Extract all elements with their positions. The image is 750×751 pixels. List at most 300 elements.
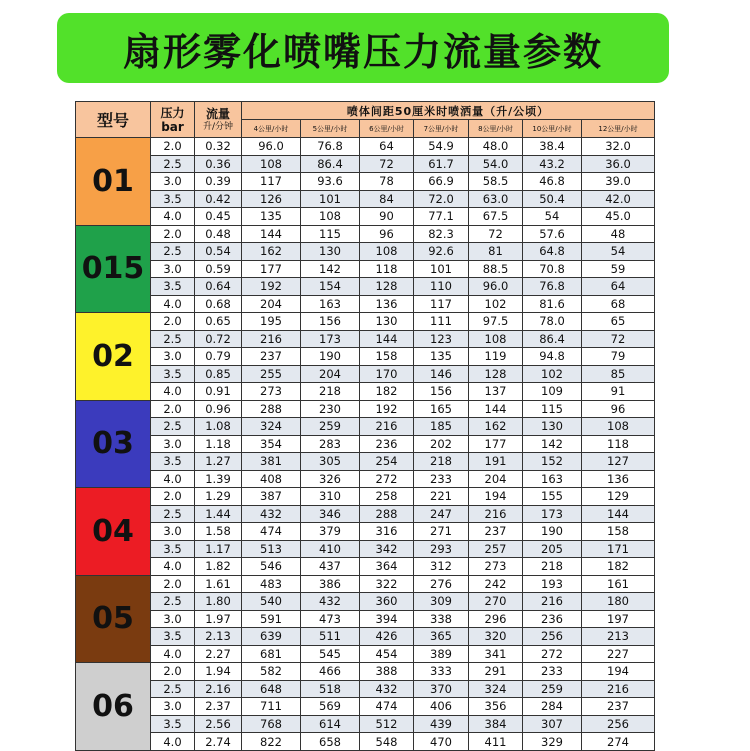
rate-cell: 513 — [242, 540, 301, 558]
rate-cell: 88.5 — [469, 260, 523, 278]
rate-cell: 111 — [414, 313, 469, 331]
rate-cell: 512 — [360, 715, 414, 733]
rate-cell: 90 — [360, 208, 414, 226]
rate-cell: 129 — [582, 488, 655, 506]
rate-cell: 389 — [414, 645, 469, 663]
pressure-cell: 3.0 — [151, 698, 195, 716]
pressure-cell: 3.0 — [151, 523, 195, 541]
rate-cell: 341 — [469, 645, 523, 663]
table-row — [76, 295, 655, 313]
flow-cell: 1.39 — [195, 470, 242, 488]
table-row — [76, 278, 655, 296]
pressure-cell: 3.0 — [151, 348, 195, 366]
rate-cell: 411 — [469, 733, 523, 751]
rate-cell: 406 — [414, 698, 469, 716]
rate-cell: 259 — [523, 680, 582, 698]
rate-cell: 591 — [242, 610, 301, 628]
rate-cell: 119 — [469, 348, 523, 366]
rate-cell: 437 — [301, 558, 360, 576]
rate-cell: 130 — [360, 313, 414, 331]
flow-cell: 0.39 — [195, 173, 242, 191]
rate-cell: 216 — [242, 330, 301, 348]
rate-cell: 154 — [301, 278, 360, 296]
rate-cell: 54.9 — [414, 138, 469, 156]
rate-cell: 126 — [242, 190, 301, 208]
pressure-cell: 2.0 — [151, 400, 195, 418]
rate-cell: 454 — [360, 645, 414, 663]
rate-cell: 108 — [582, 418, 655, 436]
rate-cell: 190 — [523, 523, 582, 541]
rate-cell: 86.4 — [301, 155, 360, 173]
rate-cell: 254 — [360, 453, 414, 471]
rate-cell: 137 — [469, 383, 523, 401]
rate-cell: 135 — [242, 208, 301, 226]
pressure-cell: 3.5 — [151, 190, 195, 208]
pressure-cell: 4.0 — [151, 558, 195, 576]
rate-cell: 64 — [582, 278, 655, 296]
rate-cell: 54 — [582, 243, 655, 261]
rate-cell: 291 — [469, 663, 523, 681]
rate-cell: 333 — [414, 663, 469, 681]
rate-cell: 324 — [242, 418, 301, 436]
rate-cell: 326 — [301, 470, 360, 488]
rate-cell: 193 — [523, 575, 582, 593]
rate-cell: 191 — [469, 453, 523, 471]
rate-cell: 356 — [469, 698, 523, 716]
table-row — [76, 243, 655, 261]
model-cell: 06 — [76, 663, 151, 751]
rate-cell: 76.8 — [523, 278, 582, 296]
rate-cell: 569 — [301, 698, 360, 716]
rate-cell: 236 — [360, 435, 414, 453]
rate-cell: 39.0 — [582, 173, 655, 191]
rate-cell: 216 — [360, 418, 414, 436]
rate-cell: 322 — [360, 575, 414, 593]
table-row — [76, 173, 655, 191]
rate-cell: 61.7 — [414, 155, 469, 173]
rate-cell: 190 — [301, 348, 360, 366]
pressure-cell: 4.0 — [151, 645, 195, 663]
rate-cell: 276 — [414, 575, 469, 593]
rate-cell: 144 — [360, 330, 414, 348]
pressure-cell: 3.5 — [151, 715, 195, 733]
rate-cell: 91 — [582, 383, 655, 401]
rate-cell: 82.3 — [414, 225, 469, 243]
rate-cell: 63.0 — [469, 190, 523, 208]
table-body — [76, 138, 655, 751]
rate-cell: 72 — [469, 225, 523, 243]
table-row — [76, 435, 655, 453]
rate-cell: 64 — [360, 138, 414, 156]
rate-cell: 142 — [523, 435, 582, 453]
table-row — [76, 138, 655, 156]
rate-cell: 43.2 — [523, 155, 582, 173]
pressure-cell: 2.5 — [151, 330, 195, 348]
rate-cell: 96 — [360, 225, 414, 243]
rate-cell: 128 — [469, 365, 523, 383]
rate-cell: 36.0 — [582, 155, 655, 173]
rate-cell: 158 — [360, 348, 414, 366]
rate-cell: 216 — [523, 593, 582, 611]
rate-cell: 388 — [360, 663, 414, 681]
table-row — [76, 383, 655, 401]
flow-cell: 1.94 — [195, 663, 242, 681]
rate-cell: 258 — [360, 488, 414, 506]
rate-cell: 115 — [301, 225, 360, 243]
rate-cell: 96.0 — [242, 138, 301, 156]
rate-cell: 202 — [414, 435, 469, 453]
rate-cell: 518 — [301, 680, 360, 698]
table-row — [76, 593, 655, 611]
rate-cell: 115 — [523, 400, 582, 418]
rate-cell: 364 — [360, 558, 414, 576]
rate-cell: 65 — [582, 313, 655, 331]
flow-cell: 0.91 — [195, 383, 242, 401]
rate-cell: 273 — [469, 558, 523, 576]
flow-cell: 1.08 — [195, 418, 242, 436]
pressure-cell: 2.0 — [151, 575, 195, 593]
rate-cell: 227 — [582, 645, 655, 663]
rate-cell: 408 — [242, 470, 301, 488]
rate-cell: 173 — [301, 330, 360, 348]
rate-cell: 194 — [469, 488, 523, 506]
model-cell: 015 — [76, 225, 151, 313]
flow-cell: 2.16 — [195, 680, 242, 698]
flow-cell: 2.37 — [195, 698, 242, 716]
rate-cell: 284 — [523, 698, 582, 716]
rate-cell: 194 — [582, 663, 655, 681]
flow-cell: 0.68 — [195, 295, 242, 313]
rate-cell: 548 — [360, 733, 414, 751]
rate-cell: 394 — [360, 610, 414, 628]
header-speed: 6公里/小时 — [360, 120, 414, 138]
rate-cell: 76.8 — [301, 138, 360, 156]
rate-cell: 108 — [242, 155, 301, 173]
table-row — [76, 540, 655, 558]
rate-cell: 163 — [523, 470, 582, 488]
rate-cell: 54 — [523, 208, 582, 226]
rate-cell: 639 — [242, 628, 301, 646]
rate-cell: 309 — [414, 593, 469, 611]
flow-cell: 0.59 — [195, 260, 242, 278]
rate-cell: 171 — [582, 540, 655, 558]
rate-cell: 768 — [242, 715, 301, 733]
flow-cell: 0.45 — [195, 208, 242, 226]
table-row — [76, 418, 655, 436]
rate-cell: 242 — [469, 575, 523, 593]
pressure-cell: 4.0 — [151, 733, 195, 751]
rate-cell: 474 — [360, 698, 414, 716]
table-row — [76, 558, 655, 576]
rate-cell: 48 — [582, 225, 655, 243]
flow-cell: 1.97 — [195, 610, 242, 628]
table-row — [76, 505, 655, 523]
rate-cell: 85 — [582, 365, 655, 383]
rate-cell: 312 — [414, 558, 469, 576]
flow-cell: 1.17 — [195, 540, 242, 558]
flow-cell: 0.65 — [195, 313, 242, 331]
rate-cell: 379 — [301, 523, 360, 541]
table-row — [76, 400, 655, 418]
pressure-cell: 2.0 — [151, 225, 195, 243]
rate-cell: 204 — [301, 365, 360, 383]
rate-cell: 108 — [360, 243, 414, 261]
rate-cell: 658 — [301, 733, 360, 751]
rate-cell: 473 — [301, 610, 360, 628]
rate-cell: 365 — [414, 628, 469, 646]
table-row — [76, 155, 655, 173]
rate-cell: 197 — [582, 610, 655, 628]
rate-cell: 338 — [414, 610, 469, 628]
flow-cell: 2.56 — [195, 715, 242, 733]
rate-cell: 273 — [242, 383, 301, 401]
rate-cell: 123 — [414, 330, 469, 348]
rate-cell: 81.6 — [523, 295, 582, 313]
rate-cell: 329 — [523, 733, 582, 751]
flow-cell: 1.29 — [195, 488, 242, 506]
header-speed: 7公里/小时 — [414, 120, 469, 138]
rate-cell: 54.0 — [469, 155, 523, 173]
table-row — [76, 313, 655, 331]
rate-cell: 48.0 — [469, 138, 523, 156]
table-row — [76, 365, 655, 383]
rate-cell: 130 — [301, 243, 360, 261]
rate-cell: 204 — [242, 295, 301, 313]
header-speed: 4公里/小时 — [242, 120, 301, 138]
rate-cell: 127 — [582, 453, 655, 471]
table-row — [76, 225, 655, 243]
rate-cell: 136 — [360, 295, 414, 313]
rate-cell: 50.4 — [523, 190, 582, 208]
title-banner — [57, 13, 669, 83]
rate-cell: 370 — [414, 680, 469, 698]
rate-cell: 144 — [242, 225, 301, 243]
model-cell: 02 — [76, 313, 151, 401]
rate-cell: 180 — [582, 593, 655, 611]
rate-cell: 381 — [242, 453, 301, 471]
pressure-cell: 2.5 — [151, 680, 195, 698]
rate-cell: 79 — [582, 348, 655, 366]
rate-cell: 230 — [301, 400, 360, 418]
rate-cell: 316 — [360, 523, 414, 541]
spec-table — [75, 101, 655, 751]
rate-cell: 192 — [242, 278, 301, 296]
rate-cell: 142 — [301, 260, 360, 278]
rate-cell: 101 — [301, 190, 360, 208]
pressure-cell: 3.5 — [151, 540, 195, 558]
pressure-cell: 3.0 — [151, 435, 195, 453]
rate-cell: 57.6 — [523, 225, 582, 243]
header-pressure — [151, 102, 195, 138]
pressure-cell: 3.5 — [151, 278, 195, 296]
model-cell: 04 — [76, 488, 151, 576]
pressure-cell: 2.0 — [151, 138, 195, 156]
pressure-cell: 4.0 — [151, 208, 195, 226]
rate-cell: 72 — [582, 330, 655, 348]
pressure-cell: 3.0 — [151, 173, 195, 191]
rate-cell: 136 — [582, 470, 655, 488]
header-flow-label: 流量 — [205, 106, 230, 121]
flow-cell: 0.79 — [195, 348, 242, 366]
rate-cell: 42.0 — [582, 190, 655, 208]
pressure-cell: 2.5 — [151, 418, 195, 436]
rate-cell: 97.5 — [469, 313, 523, 331]
rate-cell: 93.6 — [301, 173, 360, 191]
rate-cell: 182 — [360, 383, 414, 401]
rate-cell: 432 — [301, 593, 360, 611]
rate-cell: 108 — [301, 208, 360, 226]
model-cell: 03 — [76, 400, 151, 488]
pressure-cell: 2.0 — [151, 488, 195, 506]
rate-cell: 256 — [523, 628, 582, 646]
pressure-cell: 2.0 — [151, 663, 195, 681]
rate-cell: 78.0 — [523, 313, 582, 331]
flow-cell: 2.27 — [195, 645, 242, 663]
rate-cell: 218 — [301, 383, 360, 401]
rate-cell: 158 — [582, 523, 655, 541]
header-pressure-label: 压力 — [160, 105, 185, 120]
rate-cell: 540 — [242, 593, 301, 611]
rate-cell: 293 — [414, 540, 469, 558]
rate-cell: 270 — [469, 593, 523, 611]
flow-cell: 2.13 — [195, 628, 242, 646]
table-row — [76, 680, 655, 698]
table-row — [76, 698, 655, 716]
flow-cell: 0.72 — [195, 330, 242, 348]
rate-cell: 92.6 — [414, 243, 469, 261]
rate-cell: 102 — [469, 295, 523, 313]
table-row — [76, 260, 655, 278]
rate-cell: 216 — [469, 505, 523, 523]
rate-cell: 204 — [469, 470, 523, 488]
rate-cell: 162 — [242, 243, 301, 261]
pressure-cell: 2.5 — [151, 243, 195, 261]
rate-cell: 32.0 — [582, 138, 655, 156]
rate-cell: 146 — [414, 365, 469, 383]
rate-cell: 237 — [582, 698, 655, 716]
flow-cell: 1.58 — [195, 523, 242, 541]
flow-cell: 0.48 — [195, 225, 242, 243]
rate-cell: 84 — [360, 190, 414, 208]
table-row — [76, 453, 655, 471]
rate-cell: 546 — [242, 558, 301, 576]
pressure-cell: 3.0 — [151, 610, 195, 628]
rate-cell: 66.9 — [414, 173, 469, 191]
table-row — [76, 208, 655, 226]
pressure-cell: 4.0 — [151, 295, 195, 313]
table-row — [76, 190, 655, 208]
flow-cell: 1.61 — [195, 575, 242, 593]
pressure-cell: 4.0 — [151, 383, 195, 401]
rate-cell: 173 — [523, 505, 582, 523]
rate-cell: 155 — [523, 488, 582, 506]
rate-cell: 94.8 — [523, 348, 582, 366]
pressure-cell: 3.5 — [151, 365, 195, 383]
flow-cell: 1.44 — [195, 505, 242, 523]
header-flow — [195, 102, 242, 138]
flow-cell: 0.36 — [195, 155, 242, 173]
rate-cell: 274 — [582, 733, 655, 751]
rate-cell: 128 — [360, 278, 414, 296]
rate-cell: 144 — [469, 400, 523, 418]
flow-cell: 1.80 — [195, 593, 242, 611]
rate-cell: 283 — [301, 435, 360, 453]
rate-cell: 109 — [523, 383, 582, 401]
flow-cell: 1.82 — [195, 558, 242, 576]
table-row — [76, 663, 655, 681]
rate-cell: 384 — [469, 715, 523, 733]
rate-cell: 614 — [301, 715, 360, 733]
rate-cell: 118 — [360, 260, 414, 278]
table-row — [76, 610, 655, 628]
rate-cell: 68 — [582, 295, 655, 313]
rate-cell: 360 — [360, 593, 414, 611]
header-spacing: 喷体间距50厘米时喷洒量（升/公顷） — [242, 102, 655, 120]
rate-cell: 272 — [523, 645, 582, 663]
rate-cell: 342 — [360, 540, 414, 558]
rate-cell: 108 — [469, 330, 523, 348]
rate-cell: 474 — [242, 523, 301, 541]
rate-cell: 144 — [582, 505, 655, 523]
rate-cell: 410 — [301, 540, 360, 558]
pressure-cell: 2.5 — [151, 593, 195, 611]
rate-cell: 86.4 — [523, 330, 582, 348]
rate-cell: 195 — [242, 313, 301, 331]
rate-cell: 320 — [469, 628, 523, 646]
rate-cell: 288 — [360, 505, 414, 523]
rate-cell: 711 — [242, 698, 301, 716]
page-title: 扇形雾化喷嘴压力流量参数 — [122, 29, 603, 74]
table-row — [76, 733, 655, 751]
rate-cell: 545 — [301, 645, 360, 663]
rate-cell: 221 — [414, 488, 469, 506]
rate-cell: 426 — [360, 628, 414, 646]
rate-cell: 310 — [301, 488, 360, 506]
header-model: 型号 — [76, 102, 151, 138]
rate-cell: 135 — [414, 348, 469, 366]
rate-cell: 237 — [242, 348, 301, 366]
rate-cell: 324 — [469, 680, 523, 698]
header-pressure-unit: bar — [161, 119, 184, 134]
rate-cell: 170 — [360, 365, 414, 383]
header-speed: 12公里/小时 — [582, 120, 655, 138]
pressure-cell: 2.5 — [151, 155, 195, 173]
table-row — [76, 715, 655, 733]
rate-cell: 272 — [360, 470, 414, 488]
table-row — [76, 628, 655, 646]
rate-cell: 288 — [242, 400, 301, 418]
rate-cell: 256 — [582, 715, 655, 733]
flow-cell: 0.42 — [195, 190, 242, 208]
rate-cell: 96 — [582, 400, 655, 418]
rate-cell: 305 — [301, 453, 360, 471]
rate-cell: 58.5 — [469, 173, 523, 191]
table-row — [76, 645, 655, 663]
rate-cell: 218 — [523, 558, 582, 576]
rate-cell: 236 — [523, 610, 582, 628]
rate-cell: 110 — [414, 278, 469, 296]
rate-cell: 237 — [469, 523, 523, 541]
rate-cell: 346 — [301, 505, 360, 523]
rate-cell: 296 — [469, 610, 523, 628]
rate-cell: 96.0 — [469, 278, 523, 296]
table-row — [76, 488, 655, 506]
rate-cell: 72.0 — [414, 190, 469, 208]
rate-cell: 192 — [360, 400, 414, 418]
rate-cell: 386 — [301, 575, 360, 593]
rate-cell: 233 — [414, 470, 469, 488]
rate-cell: 185 — [414, 418, 469, 436]
